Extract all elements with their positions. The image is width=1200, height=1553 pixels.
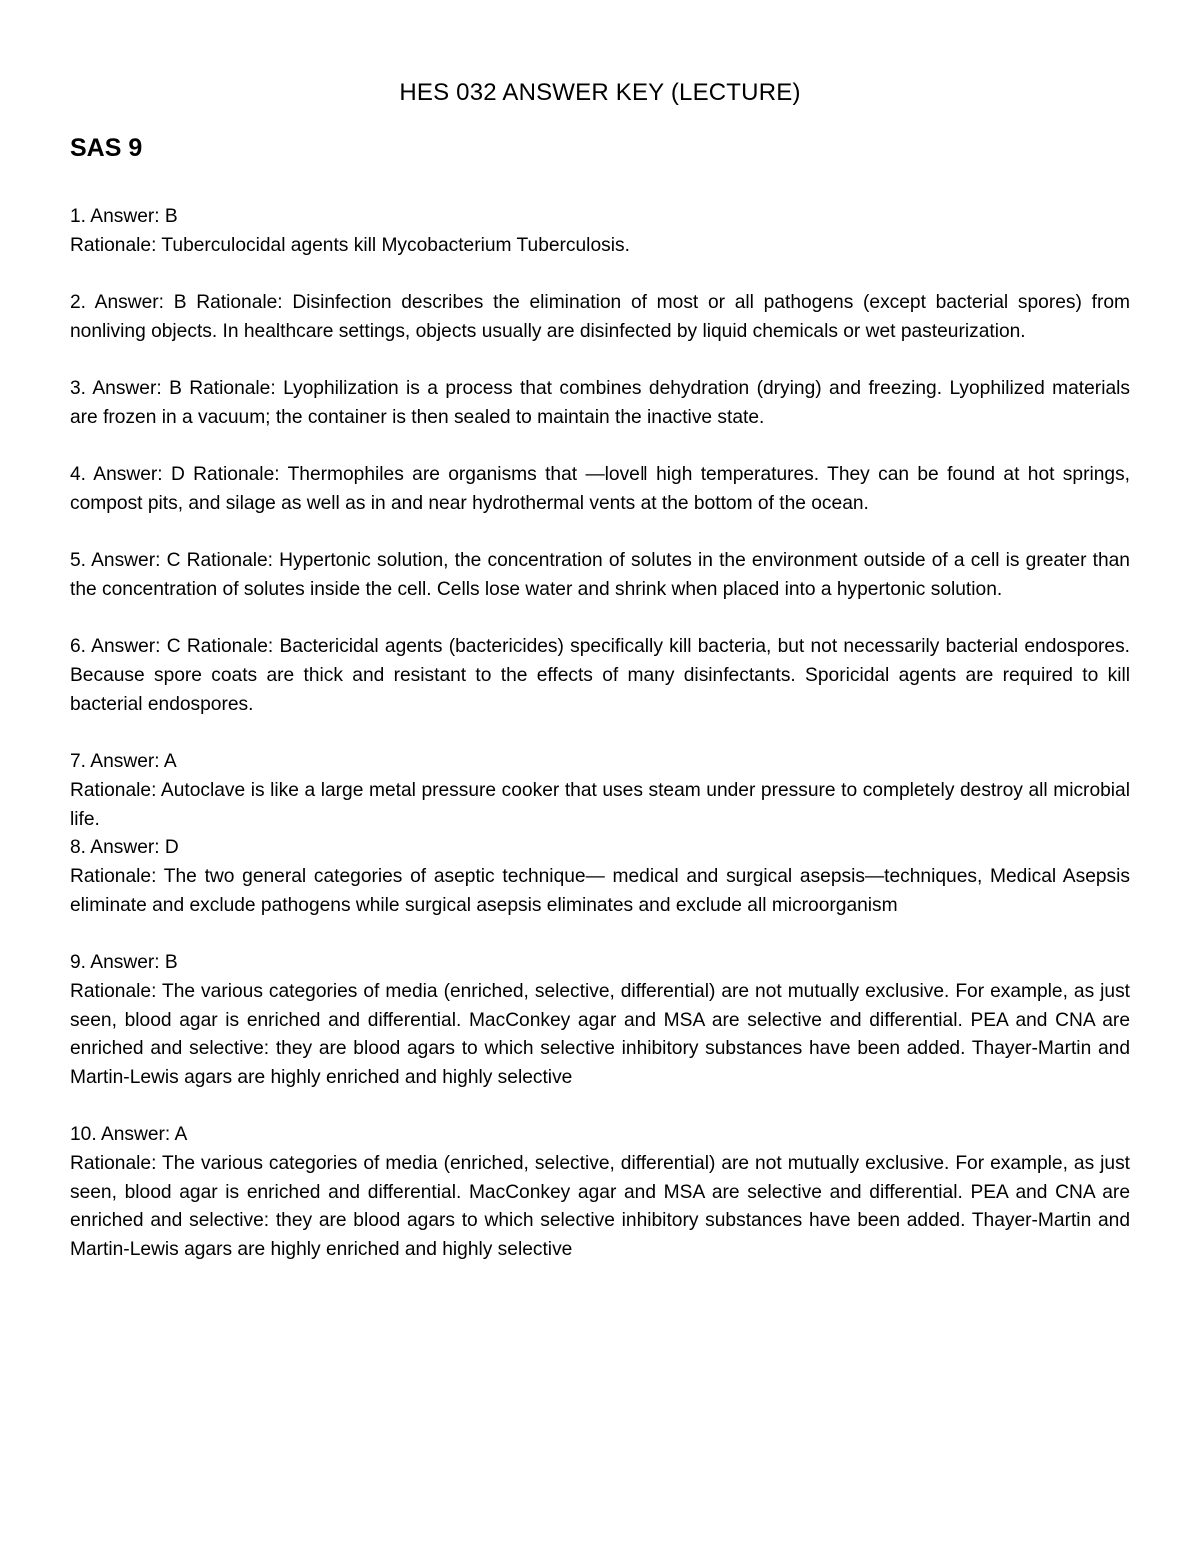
answer-label: 1. Answer: B [70, 206, 178, 227]
answer-item-3 [70, 375, 1130, 432]
answer-label: 9. Answer: B [70, 952, 178, 974]
rationale-text: Rationale: The various categories of media (enriched, selective, differential) are not mutually exclusive. For example, as just seen, blood agar is enriched and differential. MacConkey agar and MSA are selective and differential. PEA and CNA are enriched and selective: they are blood agars to which selective inhibitory substances have been added. Thayer-Martin and Martin-Lewis agars are highly enriched and highly selective [70, 1153, 1130, 1261]
rationale-text: Rationale: Lyophilization is a process that combines dehydration (drying) and freezing. Lyophilized materials are frozen in a vacuum; the container is then sealed to maintain the inactive state. [70, 378, 1130, 428]
answer-item-7 [70, 748, 1130, 834]
rationale-text: Rationale: Thermophiles are organisms that ―love‖ high temperatures. They can be found at hot springs, compost pits, and silage as well as in and near hydrothermal vents at the bottom of the ocean. [70, 464, 1130, 514]
answer-label: 5. Answer: C [70, 550, 181, 572]
rationale-text: Rationale: Hypertonic solution, the concentration of solutes in the environment outside of a cell is greater than the concentration of solutes inside the cell. Cells lose water and shrink when placed into a hypertonic solution. [70, 550, 1130, 601]
answer-paragraph [70, 375, 1130, 432]
answer-label: 6. Answer: C [70, 636, 181, 658]
answer-item-2 [70, 289, 1130, 346]
rationale-text: Rationale: The various categories of media (enriched, selective, differential) are not mutually exclusive. For example, as just seen, blood agar is enriched and differential. MacConkey agar and MSA are selective and differential. PEA and CNA are enriched and selective: they are blood agars to which selective inhibitory substances have been added. Thayer-Martin and Martin-Lewis agars are highly enriched and highly selective [70, 980, 1130, 1088]
answer-item-9 [70, 949, 1130, 1093]
answer-paragraph [70, 461, 1130, 518]
rationale-text: Rationale: Autoclave is like a large metal pressure cooker that uses steam under pressure to completely destroy all microbial life. [70, 779, 1130, 830]
document-title: HES 032 ANSWER KEY (LECTURE) [399, 79, 801, 106]
section-title: SAS 9 [70, 134, 143, 162]
answer-item-10 [70, 1121, 1130, 1265]
rationale-text: Rationale: Tuberculocidal agents kill Mycobacterium Tuberculosis. [70, 234, 630, 256]
answer-paragraph [70, 547, 1130, 604]
answer-label: 7. Answer: A [70, 751, 177, 773]
answer-paragraph [70, 633, 1130, 719]
answer-item-8 [70, 834, 1130, 920]
rationale-text: Rationale: Disinfection describes the elimination of most or all pathogens (except bacterial spores) from nonliving objects. In healthcare settings, objects usually are disinfected by liquid chemicals or wet pasteurization. [70, 292, 1130, 342]
answer-label: 10. Answer: A [70, 1124, 188, 1146]
answer-list [70, 203, 1130, 1294]
answer-item-6 [70, 633, 1130, 719]
answer-label: 8. Answer: D [70, 837, 179, 859]
answer-item-4 [70, 461, 1130, 518]
answer-label: 2. Answer: B [70, 292, 187, 314]
answer-item-1 [70, 203, 1130, 260]
answer-label: 3. Answer: B [70, 378, 182, 400]
rationale-text: Rationale: Bactericidal agents (bactericides) specifically kill bacteria, but not necessarily bacterial endospores. Because spore coats are thick and resistant to the effects of many disinfectants. Sporicidal agents are required to kill bacterial endospores. [70, 636, 1130, 715]
answer-item-5 [70, 547, 1130, 604]
answer-label: 4. Answer: D [70, 464, 185, 486]
answer-paragraph [70, 289, 1130, 346]
rationale-text: Rationale: The two general categories of aseptic technique— medical and surgical asepsis—techniques, Medical Asepsis eliminate and exclude pathogens while surgical asepsis eliminates and exclude all microorganism [70, 866, 1130, 916]
